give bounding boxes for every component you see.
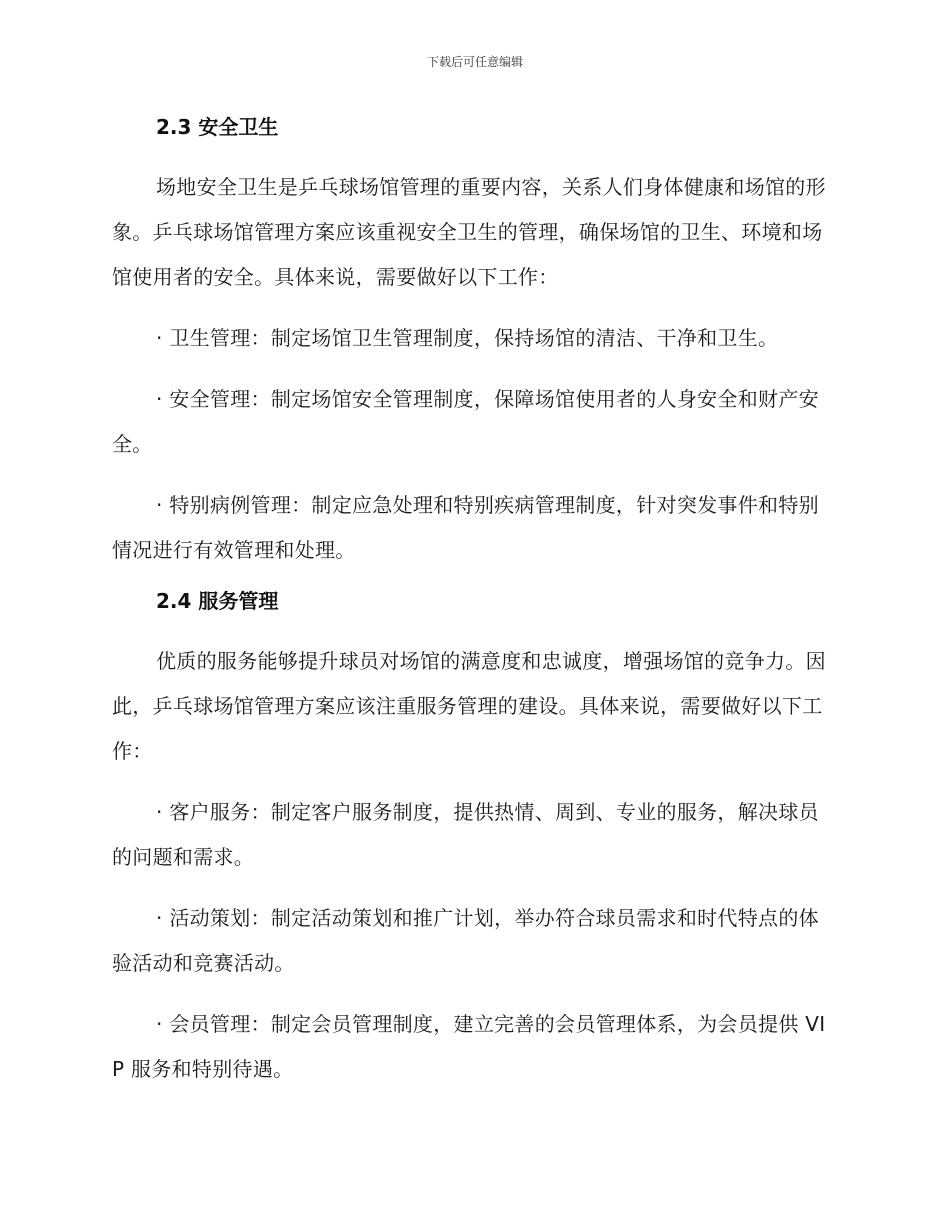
section-2-4-intro: 优质的服务能够提升球员对场馆的满意度和忠诚度，增强场馆的竞争力。因此，乒乓球场馆管理方案应该注重服务管理的建设。具体来说，需要做好以下工作： (112, 649, 826, 763)
section-2-3-item-special-cases: · 特别病例管理：制定应急处理和特别疾病管理制度，针对突发事件和特别情况进行有效管理和处理。 (112, 493, 819, 562)
section-heading-2-3: 2.3 安全卫生 (156, 115, 279, 139)
section-2-3-intro: 场地安全卫生是乒乓球场馆管理的重要内容，关系人们身体健康和场馆的形象。乒乓球场馆管理方案应该重视安全卫生的管理，确保场馆的卫生、环境和场馆使用者的安全。具体来说，需要做好以下工作： (112, 175, 826, 289)
section-heading-2-4: 2.4 服务管理 (156, 589, 279, 613)
section-2-4-item-membership: · 会员管理：制定会员管理制度，建立完善的会员管理体系，为会员提供 VIP 服务和特别待遇。 (112, 1012, 826, 1081)
document-body (112, 111, 837, 1108)
page-header-note: 下载后可任意编辑 (426, 55, 523, 69)
section-2-4-item-event-planning: · 活动策划：制定活动策划和推广计划，举办符合球员需求和时代特点的体验活动和竞赛活动。 (112, 906, 819, 975)
section-2-3-item-safety: · 安全管理：制定场馆安全管理制度，保障场馆使用者的人身安全和财产安全。 (112, 387, 819, 456)
section-2-4-item-customer-service: · 客户服务：制定客户服务制度，提供热情、周到、专业的服务，解决球员的问题和需求。 (112, 800, 819, 869)
section-2-3-item-hygiene: · 卫生管理：制定场馆卫生管理制度，保持场馆的清洁、干净和卫生。 (156, 326, 779, 350)
